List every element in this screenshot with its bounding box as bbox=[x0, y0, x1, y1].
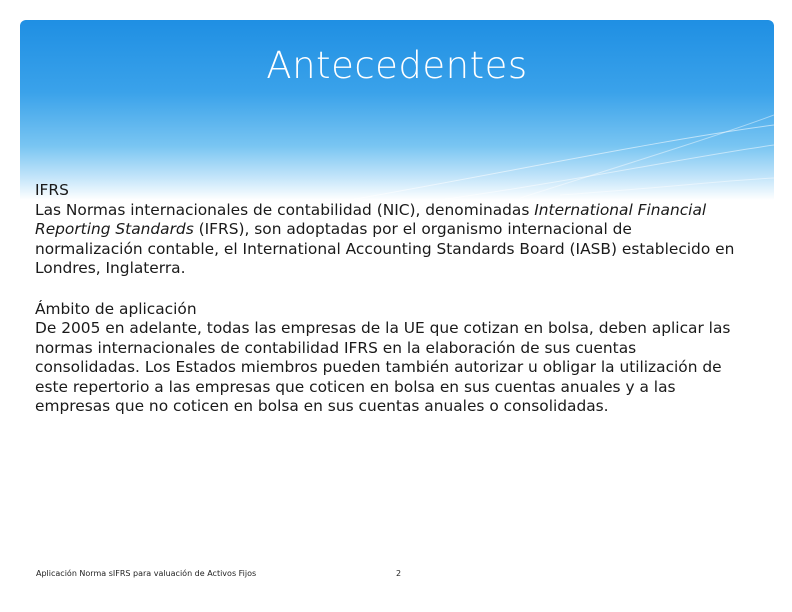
section-scope-paragraph: De 2005 en adelante, todas las empresas de la UE que cotizan en bolsa, deben aplicar las normas internacionales de contabilidad IFRS en la elaboración de sus cuentas consolidadas. Los Estados miembros pueden también autorizar u obligar la utilización de este repertorio a las empresas que coticen en bolsa en sus cuentas anuales y a las empresas que no coticen en bolsa en sus cuentas anuales o consolidadas. bbox=[35, 319, 731, 415]
section-ifrs-paragraph bbox=[35, 201, 735, 279]
slide-title: Antecedentes bbox=[266, 44, 528, 87]
footer-label: Aplicación Norma sIFRS para valuación de Activos Fijos bbox=[36, 569, 257, 578]
section-scope-heading: Ámbito de aplicación bbox=[35, 299, 197, 318]
ifrs-text-end: (IFRS), son adoptadas por el organismo internacional de normalización contable, el International Accounting Standards Board (IASB) establecido en Londres, Inglaterra. bbox=[35, 220, 735, 277]
ifrs-text-italic: International Financial Reporting Standards bbox=[35, 200, 707, 238]
section-ifrs-heading: IFRS bbox=[35, 181, 69, 199]
slide-body bbox=[35, 181, 735, 417]
page-number: 2 bbox=[396, 569, 402, 578]
title-banner bbox=[20, 20, 774, 200]
ifrs-text-start: Las Normas internacionales de contabilidad (NIC), denominadas bbox=[35, 200, 535, 219]
